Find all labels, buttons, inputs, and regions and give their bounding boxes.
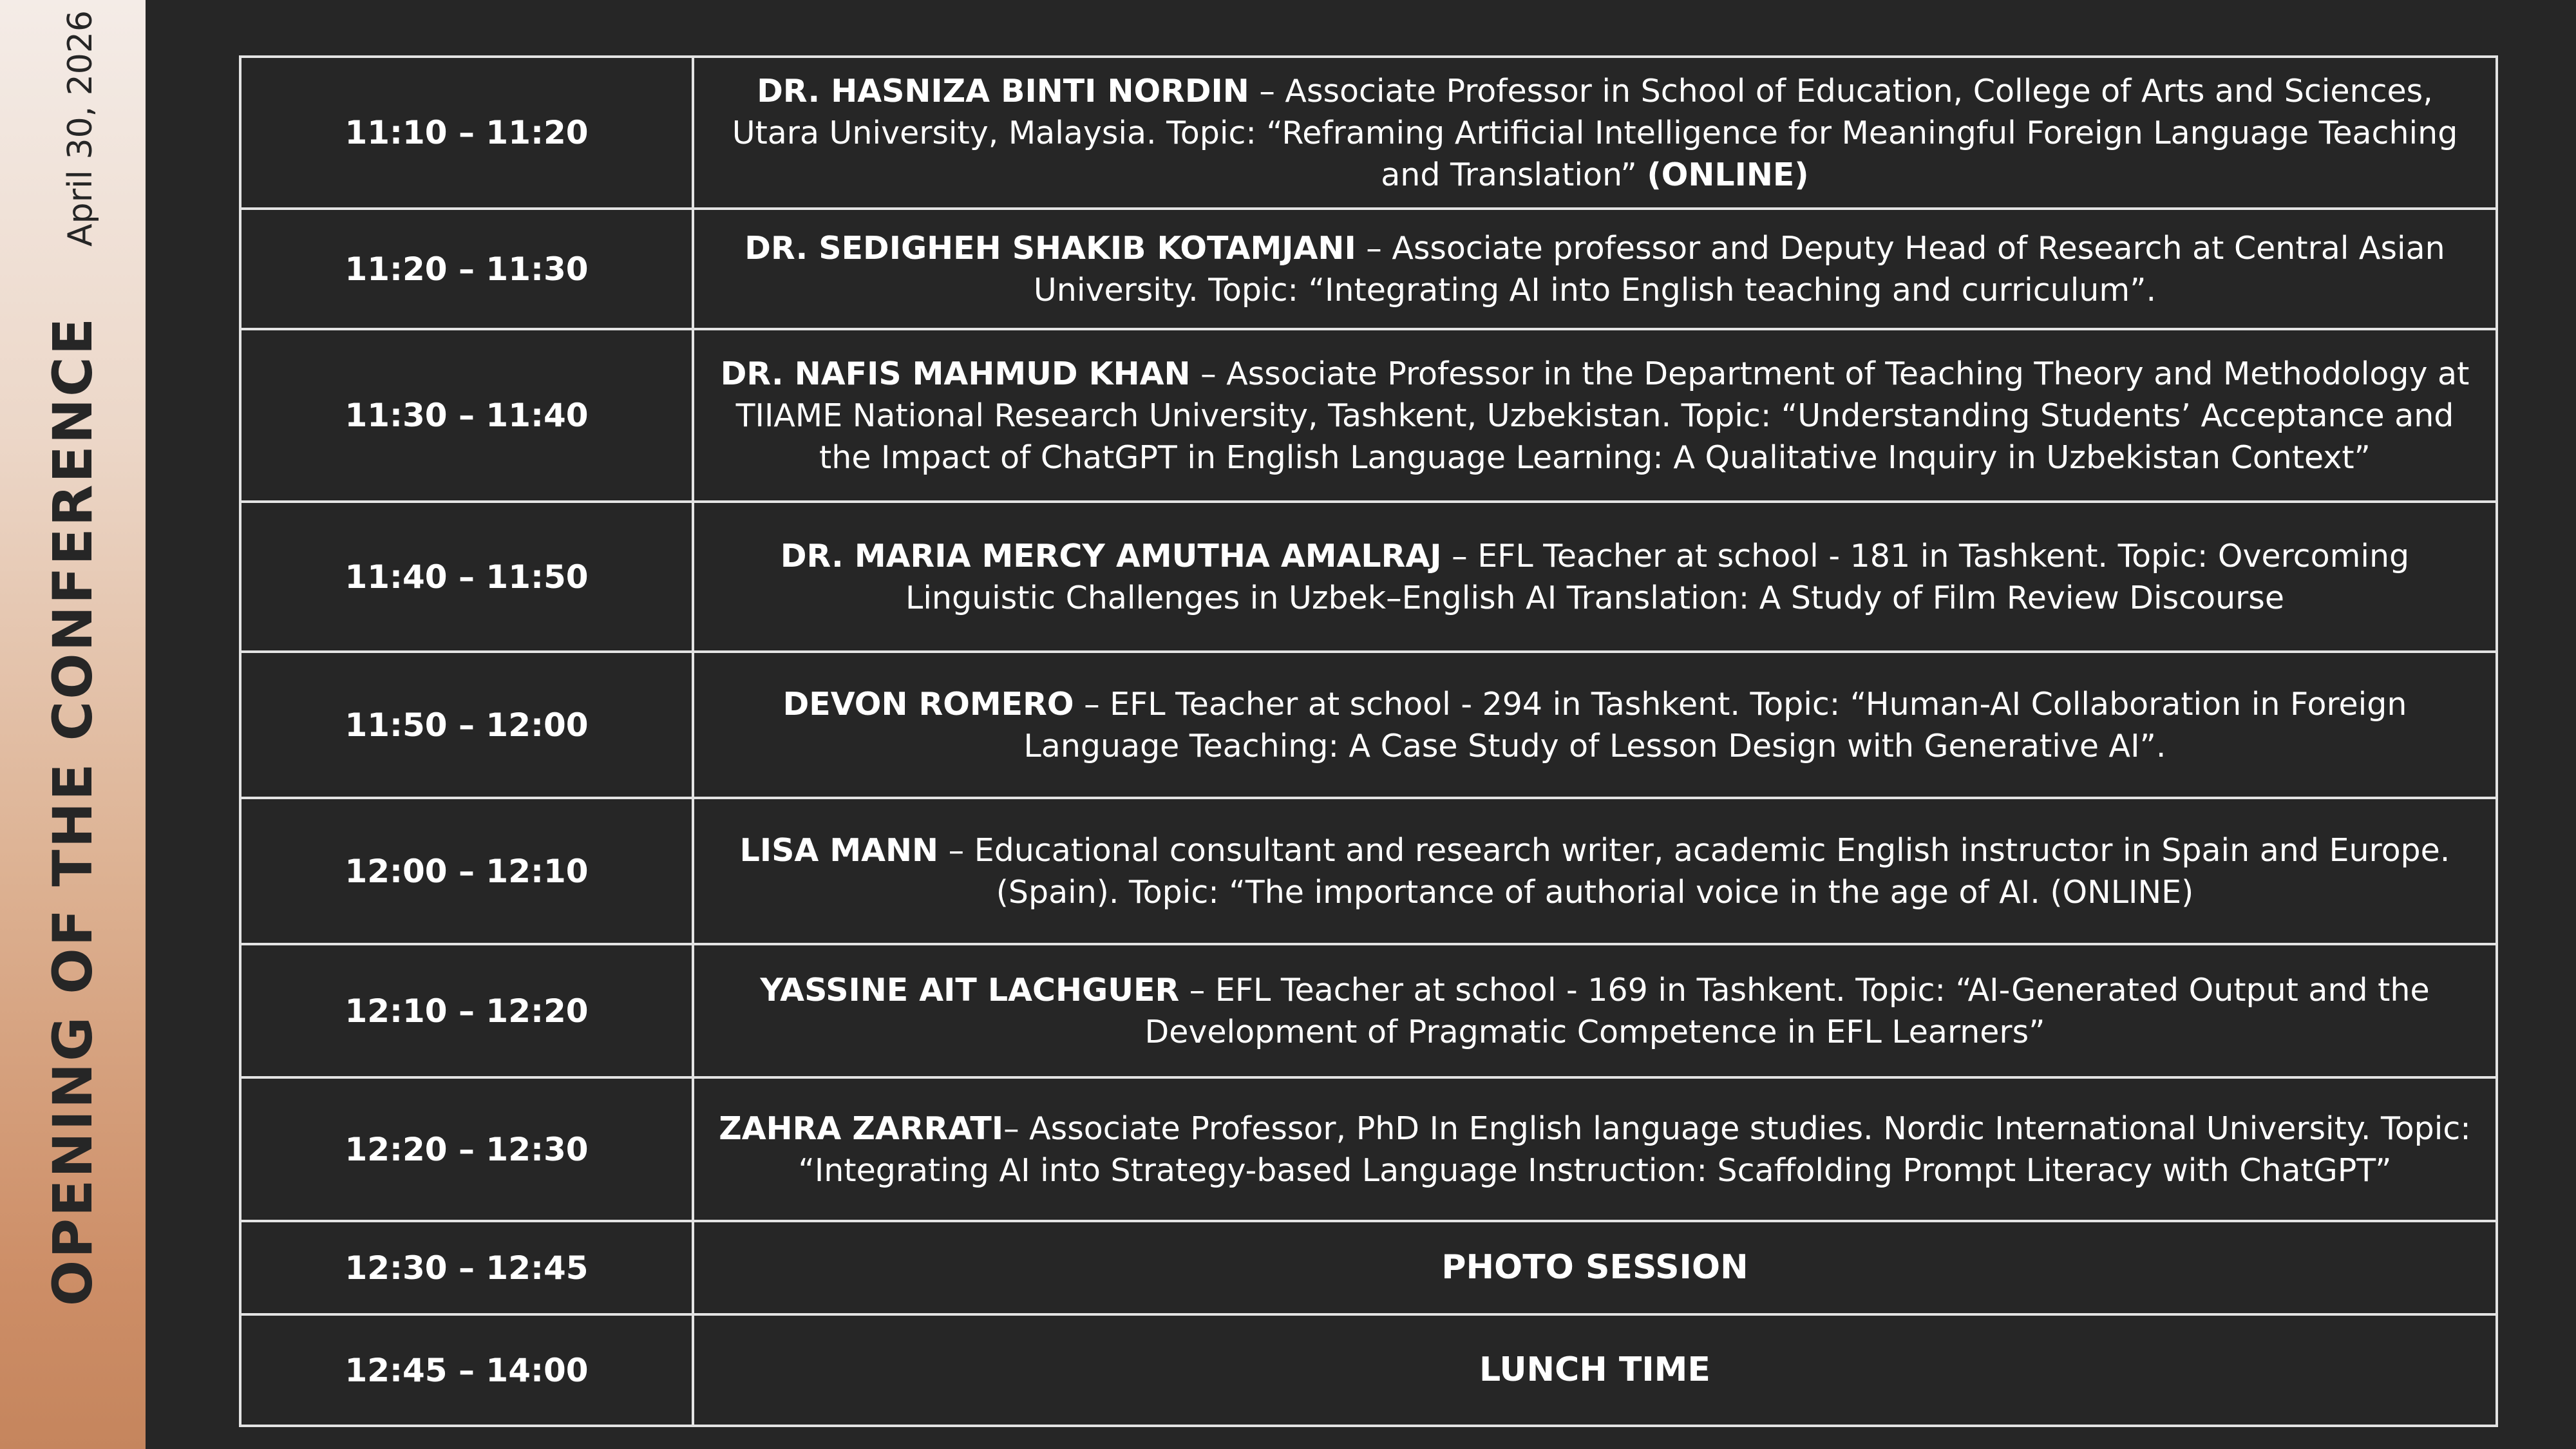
time-cell: 11:50 – 12:00 [240, 652, 693, 798]
description-cell [693, 1314, 2497, 1426]
description-cell [693, 209, 2497, 329]
lunch-time-label: LUNCH TIME [1479, 1350, 1710, 1389]
time-cell: 12:45 – 14:00 [240, 1314, 693, 1426]
speaker-details: – EFL Teacher at school - 181 in Tashkent. Topic: Overcoming Linguistic Challenges in Uzbek–English AI Translation: A Study of Film Review Discourse [905, 537, 2410, 616]
time-cell: 12:30 – 12:45 [240, 1221, 693, 1314]
speaker-details: – Associate Professor, PhD In English language studies. Nordic International University. Topic: “Integrating AI into Strategy-based Language Instruction: Scaffolding Prompt Literacy with ChatGPT” [798, 1110, 2471, 1189]
photo-session-label: PHOTO SESSION [1441, 1248, 1748, 1287]
description-cell [693, 944, 2497, 1077]
table-row [240, 798, 2497, 944]
speaker-name: YASSINE AIT LACHGUER [760, 971, 1180, 1009]
time-cell: 11:10 – 11:20 [240, 57, 693, 209]
table-row [240, 209, 2497, 329]
time-cell: 11:30 – 11:40 [240, 329, 693, 502]
table-row [240, 329, 2497, 502]
time-cell: 11:40 – 11:50 [240, 502, 693, 652]
speaker-name: DR. HASNIZA BINTI NORDIN [757, 72, 1249, 109]
speaker-name: LISA MANN [739, 831, 939, 869]
table-row [240, 1314, 2497, 1426]
conference-title: OPENING OF THE CONFERENCE [41, 316, 104, 1307]
table-row [240, 944, 2497, 1077]
speaker-name: DR. SEDIGHEH SHAKIB KOTAMJANI [744, 229, 1356, 267]
time-cell: 11:20 – 11:30 [240, 209, 693, 329]
description-cell [693, 652, 2497, 798]
schedule-table [239, 55, 2498, 1427]
table-row [240, 1077, 2497, 1221]
description-cell [693, 1077, 2497, 1221]
speaker-details: – EFL Teacher at school - 169 in Tashkent. Topic: “AI-Generated Output and the Development of Pragmatic Competence in EFL Learners” [1144, 971, 2430, 1050]
sidebar-banner [0, 0, 146, 1449]
speaker-details: – Associate Professor in the Department of Teaching Theory and Methodology at TIIAME National Research University, Tashkent, Uzbekistan. Topic: “Understanding Students’ Acceptance and the Impact of ChatGPT in English Language Learning: A Qualitative Inquiry in Uzbekistan Context” [735, 355, 2470, 476]
speaker-details: – Associate Professor in School of Education, College of Arts and Sciences, Utara University, Malaysia. Topic: “Reframing Artificial Intelligence for Meaningful Foreign Language Teaching and Translation” [732, 72, 2458, 193]
speaker-details: – Educational consultant and research writer, academic English instructor in Spain and Europe. (Spain). Topic: “The importance of authorial voice in the age of AI. (ONLINE) [938, 831, 2450, 911]
description-cell [693, 57, 2497, 209]
speaker-name: DR. NAFIS MAHMUD KHAN [720, 355, 1191, 392]
description-cell [693, 798, 2497, 944]
speaker-name: DR. MARIA MERCY AMUTHA AMALRAJ [780, 537, 1442, 574]
time-cell: 12:10 – 12:20 [240, 944, 693, 1077]
table-row [240, 502, 2497, 652]
description-cell [693, 502, 2497, 652]
speaker-details: – Associate professor and Deputy Head of Research at Central Asian University. Topic: “Integrating AI into English teaching and curriculum”. [1033, 229, 2445, 308]
sidebar-text [41, 10, 104, 1306]
table-row [240, 57, 2497, 209]
speaker-details: – EFL Teacher at school - 294 in Tashkent. Topic: “Human-AI Collaboration in Foreign Language Teaching: A Case Study of Lesson Design with Generative AI”. [1023, 685, 2407, 764]
table-row [240, 1221, 2497, 1314]
time-cell: 12:00 – 12:10 [240, 798, 693, 944]
description-cell [693, 1221, 2497, 1314]
conference-date: April 30, 2026 [61, 10, 100, 247]
online-tag: (ONLINE) [1647, 156, 1809, 193]
speaker-name: ZAHRA ZARRATI [719, 1110, 1004, 1147]
table-row [240, 652, 2497, 798]
description-cell [693, 329, 2497, 502]
speaker-name: DEVON ROMERO [782, 685, 1074, 723]
time-cell: 12:20 – 12:30 [240, 1077, 693, 1221]
